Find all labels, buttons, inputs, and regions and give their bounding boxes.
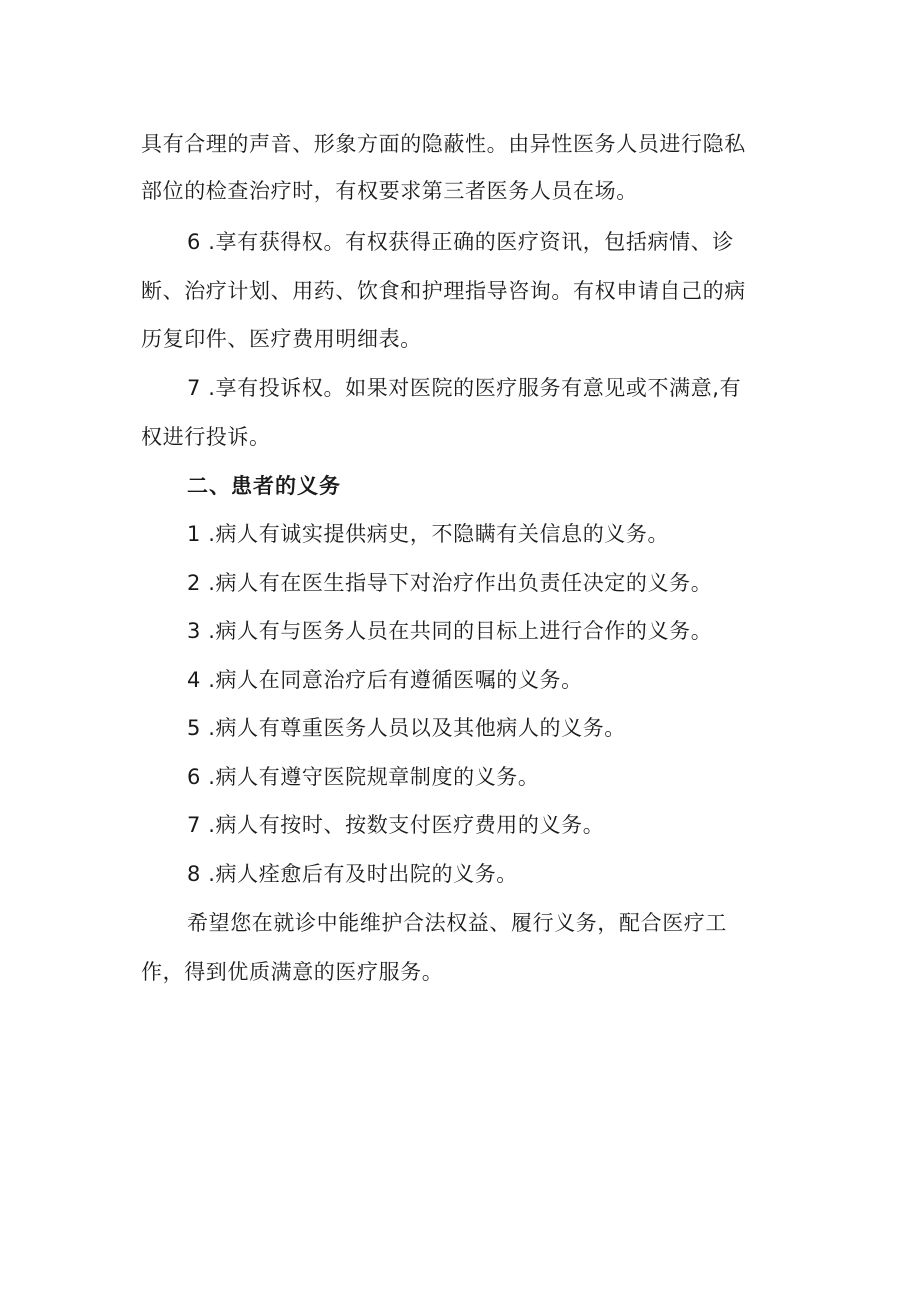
duty-item: 5 .病人有尊重医务人员以及其他病人的义务。 [187,716,626,740]
duty-item: 8 .病人痊愈后有及时出院的义务。 [187,862,518,886]
privacy-paragraph-line-2: 部位的检查治疗时，有权要求第三者医务人员在场。 [141,179,638,203]
duty-item: 6 .病人有遵守医院规章制度的义务。 [187,765,540,789]
duty-item: 2 .病人有在医生指导下对治疗作出负责任决定的义务。 [187,571,713,595]
right-7-line-2: 权进行投诉。 [141,425,271,449]
right-6-line-2: 断、治疗计划、用药、饮食和护理指导咨询。有权申请自己的病 [141,279,746,303]
duty-item: 7 .病人有按时、按数支付医疗费用的义务。 [187,813,605,837]
right-6-line-1: 6 .享有获得权。有权获得正确的医疗资讯，包括病情、诊 [187,230,734,254]
section-heading-patient-duties: 二、患者的义务 [187,474,341,498]
closing-line-1: 希望您在就诊中能维护合法权益、履行义务，配合医疗工 [187,911,727,935]
right-6-line-3: 历复印件、医疗费用明细表。 [141,327,422,351]
privacy-paragraph-line-1: 具有合理的声音、形象方面的隐蔽性。由异性医务人员进行隐私 [141,132,746,156]
right-7-line-1: 7 .享有投诉权。如果对医院的医疗服务有意见或不满意,有 [187,376,742,400]
duty-item: 1 .病人有诚实提供病史，不隐瞒有关信息的义务。 [187,522,670,546]
duty-item: 3 .病人有与医务人员在共同的目标上进行合作的义务。 [187,619,713,643]
duty-item: 4 .病人在同意治疗后有遵循医嘱的义务。 [187,668,583,692]
closing-line-2: 作，得到优质满意的医疗服务。 [141,960,444,984]
